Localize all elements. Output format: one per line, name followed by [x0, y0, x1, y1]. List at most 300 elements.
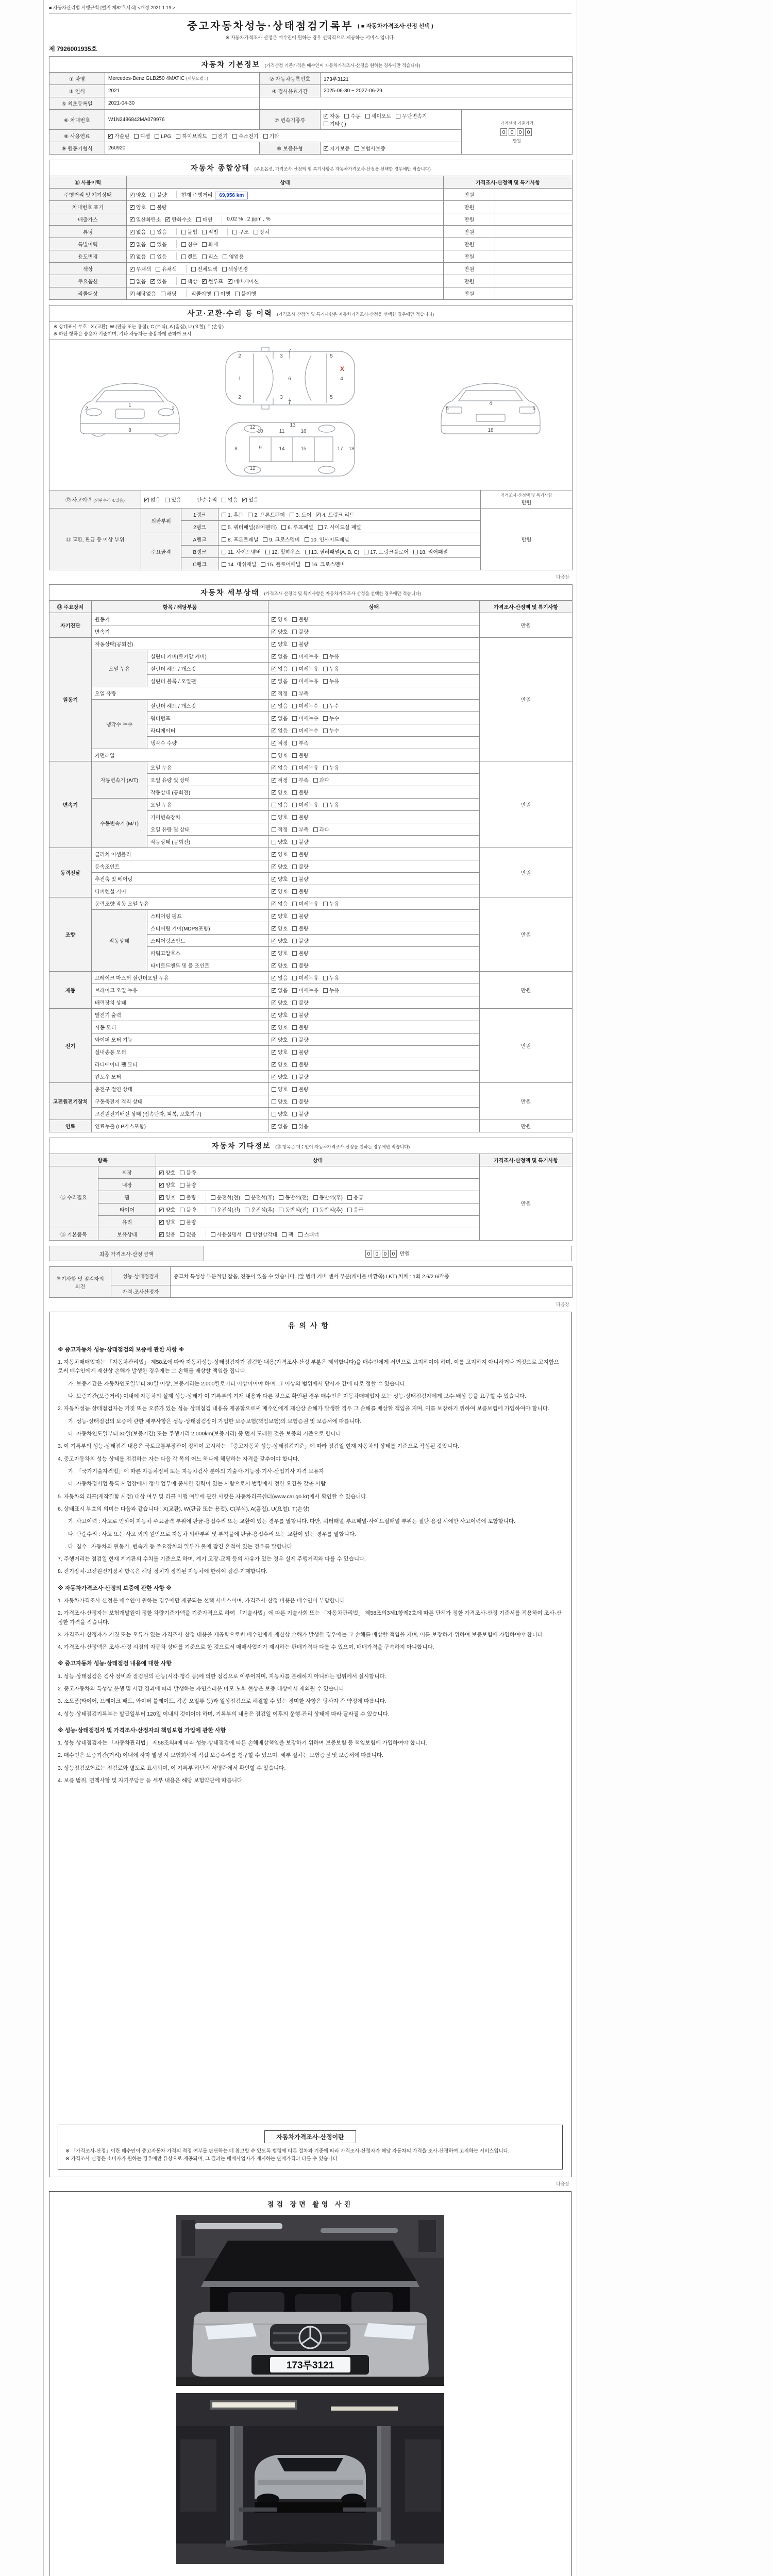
- checkbox[interactable]: [222, 550, 226, 554]
- checkbox-option[interactable]: [222, 496, 238, 503]
- checkbox[interactable]: [292, 914, 297, 919]
- checkbox[interactable]: [292, 790, 297, 795]
- checkbox-option[interactable]: [292, 961, 308, 969]
- checkbox[interactable]: [248, 513, 253, 517]
- checkbox-option[interactable]: [181, 240, 197, 248]
- checkbox[interactable]: [211, 1232, 215, 1237]
- checkbox[interactable]: [272, 1075, 276, 1079]
- checkbox[interactable]: [292, 1062, 297, 1067]
- checkbox[interactable]: [222, 498, 226, 502]
- checkbox-option[interactable]: [272, 776, 288, 784]
- checkbox[interactable]: [292, 778, 297, 783]
- checkbox-option[interactable]: [292, 912, 308, 920]
- checkbox[interactable]: [272, 1050, 276, 1055]
- checkbox-option[interactable]: [150, 240, 166, 248]
- checkbox[interactable]: [222, 562, 226, 567]
- checkbox[interactable]: [272, 840, 276, 844]
- checkbox-option[interactable]: [165, 496, 181, 503]
- checkbox[interactable]: [272, 1025, 276, 1030]
- checkbox-option[interactable]: [159, 1206, 175, 1213]
- checkbox-option[interactable]: [292, 1085, 308, 1093]
- checkbox-option[interactable]: [159, 1181, 175, 1189]
- checkbox-option[interactable]: [272, 912, 288, 920]
- checkbox-option[interactable]: [272, 900, 288, 907]
- checkbox[interactable]: [272, 976, 276, 980]
- checkbox-option[interactable]: [347, 1206, 363, 1213]
- checkbox-option[interactable]: [211, 1206, 240, 1213]
- checkbox-option[interactable]: [159, 1218, 175, 1226]
- checkbox[interactable]: [272, 1112, 276, 1116]
- checkbox[interactable]: [272, 766, 276, 770]
- checkbox-option[interactable]: [292, 937, 308, 944]
- checkbox[interactable]: [292, 1038, 297, 1042]
- checkbox[interactable]: [159, 1208, 164, 1212]
- checkbox-option[interactable]: [159, 1193, 175, 1201]
- checkbox[interactable]: [292, 926, 297, 931]
- checkbox-option[interactable]: [130, 277, 146, 285]
- checkbox-option[interactable]: [223, 252, 244, 260]
- checkbox-option[interactable]: [292, 1023, 308, 1031]
- checkbox-option[interactable]: [196, 215, 212, 223]
- checkbox[interactable]: [305, 537, 309, 542]
- checkbox[interactable]: [292, 1112, 297, 1116]
- checkbox[interactable]: [323, 766, 328, 770]
- checkbox-option[interactable]: [282, 1230, 293, 1238]
- checkbox[interactable]: [292, 642, 297, 647]
- checkbox-option[interactable]: [323, 986, 339, 994]
- checkbox[interactable]: [292, 865, 297, 869]
- checkbox-option[interactable]: [263, 132, 279, 140]
- checkbox[interactable]: [159, 1220, 164, 1225]
- checkbox[interactable]: [228, 279, 232, 284]
- checkbox[interactable]: [223, 255, 227, 259]
- checkbox-option[interactable]: [292, 1036, 308, 1043]
- checkbox[interactable]: [365, 114, 370, 118]
- checkbox[interactable]: [292, 1025, 297, 1030]
- checkbox[interactable]: [292, 1050, 297, 1055]
- checkbox-option[interactable]: [272, 726, 288, 734]
- checkbox-option[interactable]: [292, 813, 308, 821]
- checkbox-option[interactable]: [365, 112, 392, 120]
- checkbox[interactable]: [180, 1232, 184, 1237]
- checkbox[interactable]: [323, 988, 328, 993]
- checkbox[interactable]: [355, 146, 359, 151]
- checkbox[interactable]: [292, 1099, 297, 1104]
- checkbox[interactable]: [272, 889, 276, 894]
- checkbox[interactable]: [211, 1195, 215, 1200]
- checkbox[interactable]: [292, 827, 297, 832]
- checkbox[interactable]: [272, 914, 276, 919]
- checkbox-option[interactable]: [323, 726, 339, 734]
- checkbox-option[interactable]: [272, 1110, 288, 1117]
- checkbox-option[interactable]: [323, 665, 339, 672]
- checkbox-option[interactable]: [272, 714, 288, 722]
- checkbox-option[interactable]: [292, 628, 308, 635]
- checkbox[interactable]: [130, 279, 135, 284]
- checkbox[interactable]: [292, 976, 297, 980]
- checkbox[interactable]: [292, 951, 297, 956]
- checkbox-option[interactable]: [130, 290, 156, 297]
- checkbox[interactable]: [292, 728, 297, 733]
- checkbox-option[interactable]: [272, 1011, 288, 1019]
- checkbox-option[interactable]: [292, 900, 318, 907]
- checkbox-option[interactable]: [292, 714, 318, 722]
- checkbox-option[interactable]: [272, 689, 288, 697]
- checkbox-option[interactable]: [313, 1206, 343, 1213]
- checkbox-option[interactable]: [272, 640, 288, 648]
- checkbox-option[interactable]: [272, 813, 288, 821]
- checkbox[interactable]: [181, 230, 186, 234]
- checkbox[interactable]: [292, 988, 297, 993]
- checkbox[interactable]: [316, 513, 321, 517]
- checkbox[interactable]: [396, 114, 400, 118]
- checkbox-option[interactable]: [323, 652, 339, 660]
- checkbox-option[interactable]: [261, 560, 300, 568]
- checkbox[interactable]: [313, 778, 318, 783]
- checkbox[interactable]: [324, 122, 328, 126]
- checkbox[interactable]: [272, 1099, 276, 1104]
- checkbox-option[interactable]: [292, 974, 318, 981]
- checkbox-option[interactable]: [245, 1193, 274, 1201]
- checkbox-option[interactable]: [272, 665, 288, 672]
- checkbox[interactable]: [272, 617, 276, 622]
- checkbox-option[interactable]: [130, 203, 146, 211]
- checkbox[interactable]: [279, 1208, 283, 1212]
- checkbox-option[interactable]: [272, 652, 288, 660]
- checkbox[interactable]: [272, 667, 276, 671]
- checkbox[interactable]: [292, 815, 297, 820]
- checkbox[interactable]: [272, 939, 276, 943]
- checkbox[interactable]: [292, 840, 297, 844]
- checkbox-option[interactable]: [272, 615, 288, 623]
- checkbox-option[interactable]: [272, 677, 288, 685]
- checkbox[interactable]: [292, 1001, 297, 1005]
- checkbox[interactable]: [165, 217, 170, 222]
- checkbox-option[interactable]: [292, 998, 308, 1006]
- checkbox-option[interactable]: [272, 949, 288, 957]
- checkbox-option[interactable]: [292, 665, 318, 672]
- checkbox-option[interactable]: [272, 875, 288, 883]
- checkbox[interactable]: [263, 134, 268, 139]
- checkbox-option[interactable]: [292, 677, 318, 685]
- checkbox[interactable]: [292, 1013, 297, 1018]
- checkbox-option[interactable]: [130, 240, 146, 248]
- checkbox-option[interactable]: [272, 788, 288, 796]
- checkbox[interactable]: [347, 1195, 352, 1200]
- checkbox-option[interactable]: [313, 776, 329, 784]
- checkbox[interactable]: [232, 230, 237, 234]
- checkbox-option[interactable]: [130, 228, 146, 235]
- checkbox-option[interactable]: [323, 801, 339, 808]
- checkbox[interactable]: [292, 741, 297, 745]
- checkbox-option[interactable]: [313, 825, 329, 833]
- checkbox-option[interactable]: [279, 1206, 308, 1213]
- checkbox[interactable]: [272, 630, 276, 634]
- checkbox-option[interactable]: [316, 511, 354, 518]
- checkbox[interactable]: [272, 865, 276, 869]
- checkbox[interactable]: [272, 852, 276, 857]
- checkbox-option[interactable]: [292, 640, 308, 648]
- checkbox-option[interactable]: [222, 560, 256, 568]
- checkbox[interactable]: [202, 255, 207, 259]
- checkbox[interactable]: [130, 217, 135, 222]
- checkbox-option[interactable]: [292, 862, 308, 870]
- checkbox[interactable]: [242, 498, 247, 502]
- checkbox[interactable]: [281, 525, 286, 530]
- checkbox[interactable]: [272, 1013, 276, 1018]
- checkbox[interactable]: [272, 728, 276, 733]
- checkbox[interactable]: [272, 741, 276, 745]
- checkbox[interactable]: [272, 642, 276, 647]
- checkbox[interactable]: [292, 1124, 297, 1129]
- checkbox[interactable]: [150, 193, 155, 197]
- checkbox[interactable]: [130, 205, 135, 210]
- checkbox-option[interactable]: [323, 677, 339, 685]
- checkbox-option[interactable]: [245, 1206, 274, 1213]
- checkbox-option[interactable]: [292, 751, 308, 759]
- checkbox-option[interactable]: [292, 986, 318, 994]
- checkbox-option[interactable]: [272, 838, 288, 845]
- checkbox[interactable]: [323, 667, 328, 671]
- checkbox[interactable]: [292, 704, 297, 708]
- checkbox[interactable]: [323, 976, 328, 980]
- checkbox-option[interactable]: [272, 1048, 288, 1056]
- checkbox[interactable]: [292, 1087, 297, 1092]
- checkbox[interactable]: [130, 193, 135, 197]
- checkbox-option[interactable]: [292, 1060, 308, 1068]
- checkbox[interactable]: [159, 1183, 164, 1188]
- checkbox-option[interactable]: [292, 850, 308, 858]
- checkbox-option[interactable]: [130, 215, 161, 223]
- checkbox-option[interactable]: [305, 548, 360, 555]
- checkbox[interactable]: [130, 292, 135, 296]
- checkbox[interactable]: [292, 630, 297, 634]
- checkbox[interactable]: [292, 691, 297, 696]
- checkbox[interactable]: [272, 654, 276, 659]
- checkbox-option[interactable]: [413, 548, 448, 555]
- checkbox-option[interactable]: [159, 1168, 175, 1176]
- checkbox-option[interactable]: [130, 265, 151, 273]
- checkbox[interactable]: [180, 1183, 184, 1188]
- checkbox[interactable]: [323, 704, 328, 708]
- checkbox-option[interactable]: [281, 523, 313, 531]
- checkbox-option[interactable]: [272, 628, 288, 635]
- checkbox[interactable]: [305, 562, 310, 567]
- checkbox[interactable]: [246, 1232, 251, 1237]
- checkbox[interactable]: [364, 550, 368, 554]
- checkbox-option[interactable]: [161, 290, 177, 297]
- checkbox-option[interactable]: [180, 1206, 196, 1213]
- checkbox-option[interactable]: [272, 998, 288, 1006]
- checkbox-option[interactable]: [344, 112, 360, 120]
- checkbox[interactable]: [292, 766, 297, 770]
- checkbox-option[interactable]: [272, 1073, 288, 1080]
- checkbox[interactable]: [180, 1171, 184, 1175]
- checkbox-option[interactable]: [324, 112, 340, 120]
- checkbox[interactable]: [130, 267, 135, 272]
- checkbox-option[interactable]: [263, 535, 299, 543]
- checkbox-option[interactable]: [228, 277, 259, 285]
- checkbox-option[interactable]: [181, 277, 197, 285]
- checkbox-option[interactable]: [292, 949, 308, 957]
- checkbox-option[interactable]: [272, 1097, 288, 1105]
- checkbox[interactable]: [165, 498, 170, 502]
- checkbox[interactable]: [324, 114, 328, 118]
- checkbox-option[interactable]: [159, 1230, 175, 1238]
- checkbox[interactable]: [202, 230, 207, 234]
- checkbox[interactable]: [261, 562, 265, 567]
- checkbox[interactable]: [130, 230, 135, 234]
- checkbox-option[interactable]: [324, 120, 346, 127]
- checkbox[interactable]: [292, 667, 297, 671]
- checkbox[interactable]: [202, 242, 207, 247]
- checkbox[interactable]: [323, 728, 328, 733]
- checkbox-option[interactable]: [290, 511, 311, 518]
- checkbox[interactable]: [150, 205, 155, 210]
- checkbox[interactable]: [180, 1208, 184, 1212]
- checkbox-option[interactable]: [176, 132, 207, 140]
- checkbox-option[interactable]: [292, 875, 308, 883]
- checkbox-option[interactable]: [222, 535, 258, 543]
- checkbox[interactable]: [222, 513, 226, 517]
- checkbox-option[interactable]: [202, 252, 218, 260]
- checkbox[interactable]: [290, 513, 294, 517]
- checkbox[interactable]: [235, 292, 240, 296]
- checkbox[interactable]: [155, 134, 159, 139]
- checkbox[interactable]: [282, 1232, 287, 1237]
- checkbox-option[interactable]: [292, 1048, 308, 1056]
- checkbox[interactable]: [323, 902, 328, 906]
- checkbox-option[interactable]: [222, 511, 243, 518]
- checkbox[interactable]: [272, 790, 276, 795]
- checkbox[interactable]: [292, 654, 297, 659]
- checkbox[interactable]: [318, 525, 323, 530]
- checkbox-option[interactable]: [292, 726, 318, 734]
- checkbox-option[interactable]: [202, 228, 218, 235]
- checkbox-option[interactable]: [212, 132, 228, 140]
- checkbox[interactable]: [272, 963, 276, 968]
- checkbox[interactable]: [298, 1232, 303, 1237]
- checkbox-option[interactable]: [180, 1181, 196, 1189]
- checkbox[interactable]: [272, 827, 276, 832]
- checkbox[interactable]: [159, 1171, 164, 1175]
- checkbox[interactable]: [222, 267, 227, 272]
- checkbox[interactable]: [254, 230, 258, 234]
- checkbox-option[interactable]: [165, 215, 192, 223]
- checkbox-option[interactable]: [272, 801, 288, 808]
- checkbox-option[interactable]: [272, 1060, 288, 1068]
- checkbox[interactable]: [305, 550, 310, 554]
- checkbox-option[interactable]: [272, 825, 288, 833]
- checkbox[interactable]: [272, 704, 276, 708]
- checkbox[interactable]: [272, 926, 276, 931]
- checkbox[interactable]: [245, 1208, 249, 1212]
- checkbox-option[interactable]: [130, 252, 146, 260]
- checkbox-option[interactable]: [292, 801, 318, 808]
- checkbox-option[interactable]: [222, 265, 248, 273]
- checkbox-option[interactable]: [292, 825, 308, 833]
- checkbox-option[interactable]: [134, 132, 150, 140]
- checkbox[interactable]: [272, 691, 276, 696]
- checkbox[interactable]: [130, 255, 135, 259]
- checkbox-option[interactable]: [313, 1193, 343, 1201]
- checkbox-option[interactable]: [248, 511, 284, 518]
- checkbox[interactable]: [323, 803, 328, 807]
- checkbox-option[interactable]: [324, 144, 350, 152]
- checkbox[interactable]: [272, 679, 276, 684]
- checkbox[interactable]: [323, 716, 328, 721]
- checkbox[interactable]: [272, 803, 276, 807]
- checkbox-option[interactable]: [272, 1122, 288, 1130]
- checkbox-option[interactable]: [272, 1085, 288, 1093]
- checkbox[interactable]: [313, 1195, 318, 1200]
- checkbox[interactable]: [347, 1208, 352, 1212]
- checkbox[interactable]: [272, 877, 276, 882]
- checkbox-option[interactable]: [292, 887, 308, 895]
- checkbox-option[interactable]: [232, 228, 248, 235]
- checkbox[interactable]: [150, 230, 155, 234]
- checkbox[interactable]: [222, 537, 226, 542]
- checkbox-option[interactable]: [272, 986, 288, 994]
- checkbox-option[interactable]: [323, 900, 339, 907]
- checkbox[interactable]: [180, 1195, 184, 1200]
- checkbox[interactable]: [272, 1124, 276, 1129]
- checkbox-option[interactable]: [150, 277, 166, 285]
- checkbox-option[interactable]: [272, 702, 288, 709]
- checkbox-option[interactable]: [180, 1230, 196, 1238]
- checkbox[interactable]: [272, 778, 276, 783]
- checkbox-option[interactable]: [292, 924, 308, 932]
- checkbox[interactable]: [279, 1195, 283, 1200]
- checkbox[interactable]: [292, 963, 297, 968]
- checkbox-option[interactable]: [292, 788, 308, 796]
- checkbox[interactable]: [272, 815, 276, 820]
- checkbox-option[interactable]: [272, 937, 288, 944]
- checkbox[interactable]: [272, 1001, 276, 1005]
- checkbox[interactable]: [413, 550, 418, 554]
- checkbox-option[interactable]: [130, 191, 146, 198]
- checkbox-option[interactable]: [292, 776, 308, 784]
- checkbox[interactable]: [212, 134, 216, 139]
- checkbox-option[interactable]: [292, 652, 318, 660]
- checkbox[interactable]: [272, 988, 276, 993]
- checkbox[interactable]: [313, 827, 318, 832]
- checkbox-option[interactable]: [272, 739, 288, 747]
- checkbox-option[interactable]: [272, 751, 288, 759]
- checkbox-option[interactable]: [292, 764, 318, 771]
- checkbox[interactable]: [156, 267, 160, 272]
- checkbox-option[interactable]: [355, 144, 385, 152]
- checkbox-option[interactable]: [222, 523, 277, 531]
- checkbox-option[interactable]: [396, 112, 427, 120]
- checkbox[interactable]: [292, 889, 297, 894]
- checkbox-option[interactable]: [305, 560, 345, 568]
- checkbox-option[interactable]: [292, 1097, 308, 1105]
- checkbox-option[interactable]: [211, 1230, 242, 1238]
- checkbox[interactable]: [292, 803, 297, 807]
- checkbox[interactable]: [161, 292, 165, 296]
- checkbox[interactable]: [323, 654, 328, 659]
- checkbox-option[interactable]: [202, 277, 223, 285]
- checkbox[interactable]: [180, 1220, 184, 1225]
- checkbox-option[interactable]: [318, 523, 361, 531]
- checkbox[interactable]: [202, 279, 207, 284]
- checkbox[interactable]: [323, 679, 328, 684]
- checkbox-option[interactable]: [232, 132, 259, 140]
- checkbox-option[interactable]: [323, 764, 339, 771]
- checkbox[interactable]: [181, 242, 186, 247]
- checkbox-option[interactable]: [347, 1193, 363, 1201]
